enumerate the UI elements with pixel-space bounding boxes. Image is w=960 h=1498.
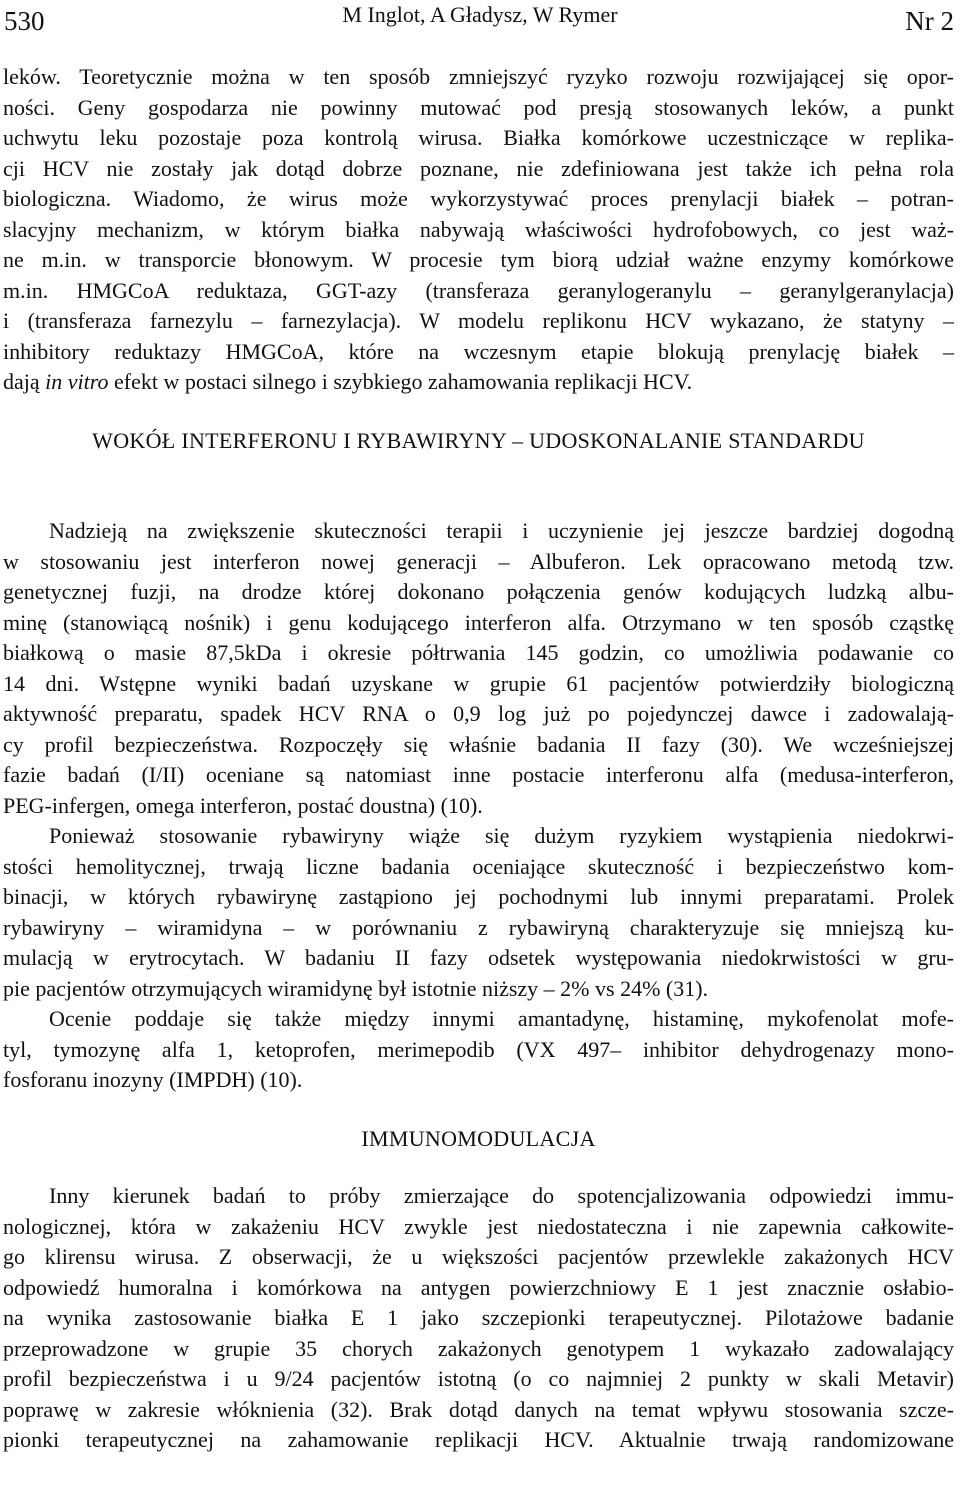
text-line: Inny kierunek badań to próby zmierzające do spotencjalizowania odpowiedzi immu- bbox=[49, 1183, 954, 1208]
text-line: nologicznej, która w zakażeniu HCV zwykle jest niedostateczna i nie zapewnia całkowite- bbox=[3, 1213, 954, 1239]
paragraph-prenylation bbox=[3, 62, 954, 398]
text-line: ne m.in. w transporcie błonowym. W procesie tym biorą udział ważne enzymy komórkowe bbox=[3, 247, 954, 272]
page-number: 530 bbox=[4, 6, 45, 36]
text-line: pie pacjentów otrzymujących wiramidynę był istotnie niższy – 2% vs 24% (31). bbox=[3, 975, 709, 1001]
text-line: tyl, tymozynę alfa 1, ketoprofen, merimepodib (VX 497– inhibitor dehydrogenazy mono- bbox=[3, 1036, 954, 1062]
text-line: m.in. HMGCoA reduktaza, GGT-azy (transferaza geranylogeranylu – geranylgeranylacja) bbox=[3, 277, 954, 303]
running-authors: M Inglot, A Gładysz, W Rymer bbox=[342, 2, 618, 27]
section-heading-interferon: WOKÓŁ INTERFERONU I RYBAWIRYNY – UDOSKONALANIE STANDARDU bbox=[92, 427, 865, 453]
text-line: Ocenie poddaje się także między innymi amantadynę, histaminę, mykofenolat mofe- bbox=[49, 1006, 954, 1031]
text-line: mulacją w erytrocytach. W badaniu II fazy odsetek występowania niedokrwistości w gru- bbox=[3, 945, 954, 970]
text-run: efekt w postaci silnego i szybkiego zahamowania replikacji HCV. bbox=[108, 369, 693, 394]
text-line: PEG-infergen, omega interferon, postać doustna) (10). bbox=[3, 792, 483, 818]
paragraph-other-agents bbox=[3, 1004, 954, 1096]
italic-term: in vitro bbox=[45, 369, 109, 394]
text-line: cy profil bezpieczeństwa. Rozpoczęły się właśnie badania II fazy (30). We wcześniejszej bbox=[3, 731, 954, 757]
text-line: go klirensu wirusa. Z obserwacji, że u większości pacjentów przewlekle zakażonych HCV bbox=[3, 1244, 954, 1269]
paragraph-albuferon bbox=[3, 516, 954, 821]
text-line: odpowiedź humoralna i komórkowa na antygen powierzchniowy E 1 jest znacznie osłabio- bbox=[3, 1274, 954, 1300]
text-line: rybawiryny – wiramidyna – w porównaniu z rybawiryną charakteryzuje się mniejszą ku- bbox=[3, 914, 954, 940]
text-line: przeprowadzone w grupie 35 chorych zakażonych genotypem 1 wykazało zadowalający bbox=[3, 1335, 954, 1361]
text-line: biologiczna. Wiadomo, że wirus może wykorzystywać proces prenylacji białek – potran- bbox=[3, 186, 954, 211]
text-line: aktywność preparatu, spadek HCV RNA o 0,9 log już po pojedynczej dawce i zadowalają- bbox=[3, 701, 954, 726]
text-line: uchwytu leku pozostaje poza kontrolą wirusa. Białka komórkowe uczestniczące w replika- bbox=[3, 125, 954, 150]
text-line: cji HCV nie zostały jak dotąd dobrze poznane, nie zdefiniowana jest także ich pełna rola bbox=[3, 155, 954, 181]
text-line-last bbox=[3, 367, 954, 398]
text-line: profil bezpieczeństwa i u 9/24 pacjentów istotną (o co najmniej 2 punkty w skali Metavir) bbox=[3, 1366, 954, 1391]
text-line: ności. Geny gospodarza nie powinny mutować pod presją stosowanych leków, a punkt bbox=[3, 94, 954, 120]
text-line: fazie badań (I/II) oceniane są natomiast inne postacie interferonu alfa (medusa-interferon, bbox=[3, 762, 954, 787]
text-line: 14 dni. Wstępne wyniki badań uzyskane w grupie 61 pacjentów potwierdziły biologiczną bbox=[3, 670, 954, 696]
text-line: białkową o masie 87,5kDa i okresie półtrwania 145 godzin, co umożliwia podawanie co bbox=[3, 640, 954, 665]
text-line: Nadzieją na zwiększenie skuteczności terapii i uczynienie jej jeszcze bardziej dogodną bbox=[49, 518, 954, 543]
text-line: fosforanu inozyny (IMPDH) (10). bbox=[3, 1067, 303, 1092]
issue-number: Nr 2 bbox=[905, 6, 954, 36]
article-body bbox=[3, 62, 954, 1456]
text-line: i (transferaza farnezylu – farnezylacja). W modelu replikonu HCV wykazano, że statyny – bbox=[3, 308, 954, 333]
text-line: Ponieważ stosowanie rybawiryny wiąże się dużym ryzykiem wystąpienia niedokrwi- bbox=[49, 823, 954, 848]
text-line: poprawę w zakresie włóknienia (32). Brak dotąd danych na temat wpływu stosowania szcze- bbox=[3, 1396, 954, 1422]
paragraph-ribavirin bbox=[3, 821, 954, 1004]
running-header bbox=[0, 0, 960, 44]
text-line: w stosowaniu jest interferon nowej generacji – Albuferon. Lek opracowano metodą tzw. bbox=[3, 548, 954, 574]
text-run: dają bbox=[3, 369, 46, 394]
text-line: inhibitory reduktazy HMGCoA, które na wczesnym etapie blokują prenylację białek – bbox=[3, 338, 954, 364]
text-line: stości hemolitycznej, trwają liczne badania oceniające skuteczność i bezpieczeństwo kom- bbox=[3, 853, 954, 879]
text-line: slacyjny mechanizm, w którym białka nabywają właściwości hydrofobowych, co jest waż- bbox=[3, 216, 954, 242]
text-line: genetycznej fuzji, na drodze której dokonano połączenia genów kodujących ludzką albu- bbox=[3, 579, 954, 604]
text-line: leków. Teoretycznie można w ten sposób zmniejszyć ryzyko rozwoju rozwijającej się opor- bbox=[3, 64, 954, 89]
text-line: binacji, w których rybawirynę zastąpiono jej pochodnymi lub innymi preparatami. Prolek bbox=[3, 884, 954, 909]
text-line: minę (stanowiącą nośnik) i genu kodującego interferon alfa. Otrzymano w ten sposób cząstkę bbox=[3, 609, 954, 635]
text-line: na wynika zastosowanie białka E 1 jako szczepionki terapeutycznej. Pilotażowe badanie bbox=[3, 1305, 954, 1330]
paragraph-immunomodulation bbox=[3, 1181, 954, 1456]
text-line: pionki terapeutycznej na zahamowanie replikacji HCV. Aktualnie trwają randomizowane bbox=[3, 1427, 954, 1452]
section-heading-immunomodulation: IMMUNOMODULACJA bbox=[361, 1125, 596, 1151]
